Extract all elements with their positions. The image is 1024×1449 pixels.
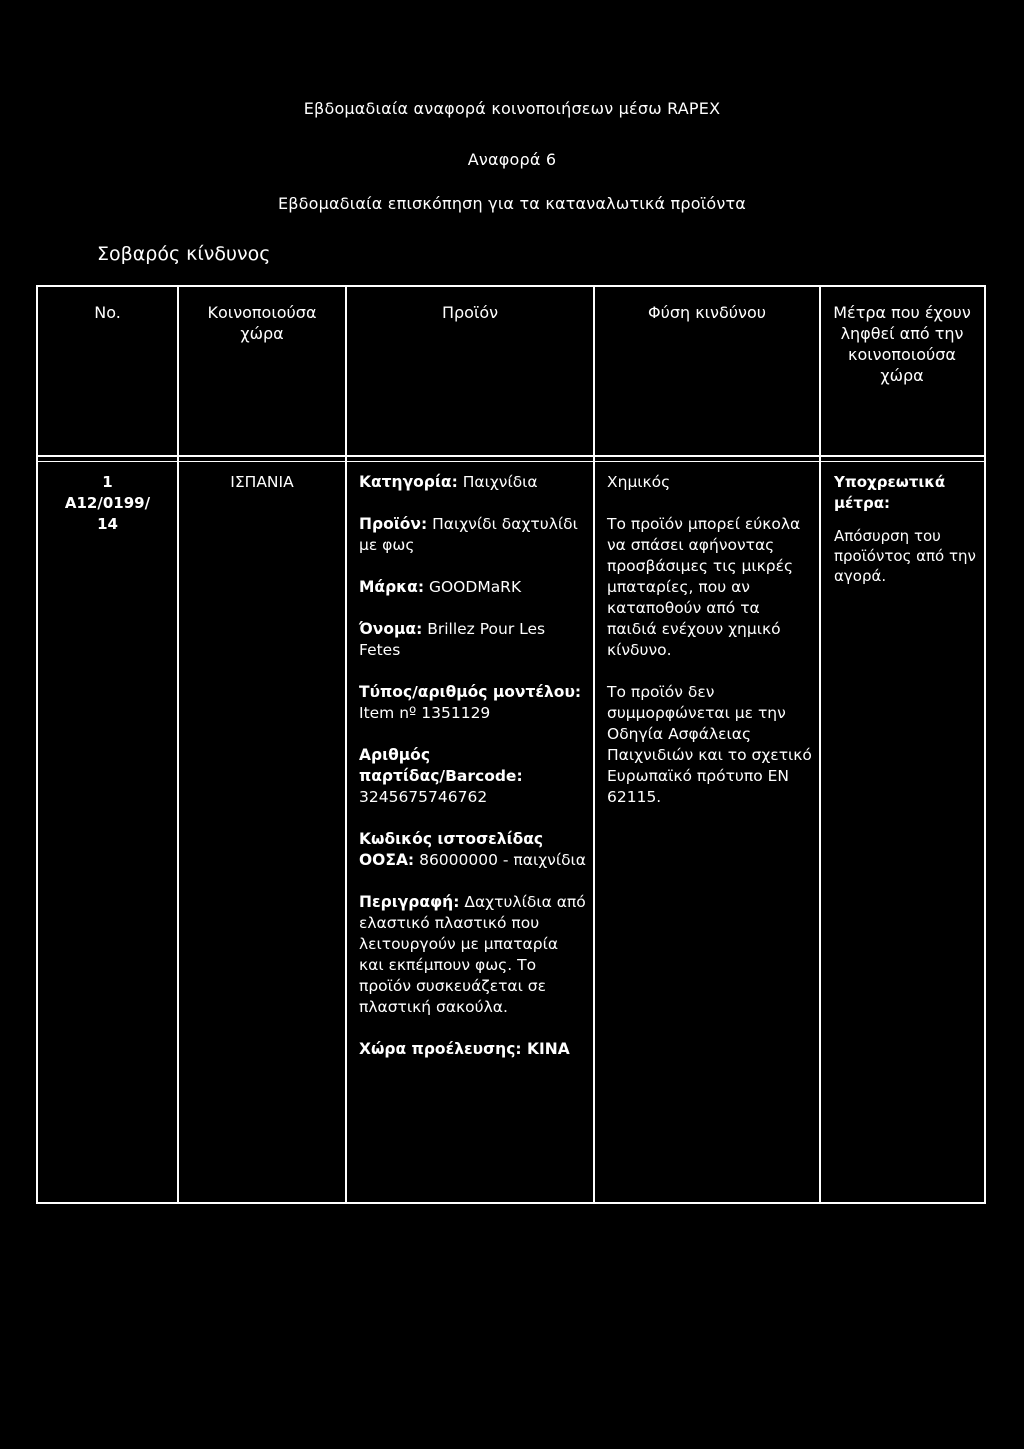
product-origin [359,1039,587,1060]
batch-label: Αριθμός παρτίδας/Barcode: [359,746,523,785]
product-batch [359,745,587,808]
measures-details [834,472,980,586]
column-header-measures: Μέτρα που έχουν ληφθεί από την κοινοποιούσα χώρα [833,303,971,385]
category-label: Κατηγορία: [359,473,458,491]
risk-type: Χημικός [607,473,671,491]
table-border-right [984,285,986,1204]
report-subtitle: Εβδομαδιαία επισκόπηση για τα καταναλωτικά προϊόντα [277,194,747,213]
product-model [359,682,587,724]
notification-number-line-1: 1 [102,473,113,491]
notifying-country: ΙΣΠΑΝΙΑ [230,473,294,491]
oecd-label: Κωδικός ιστοσελίδας ΟΟΣΑ: [359,830,544,869]
product-category [359,472,587,493]
oecd-value: 86000000 - παιχνίδια [419,851,587,869]
category-value: Παιχνίδια [462,473,538,491]
product-trade-name [359,619,587,661]
description-label: Περιγραφή: [359,893,460,911]
notification-number [38,472,177,535]
product-oecd-code [359,829,587,871]
risk-compliance: Το προϊόν δεν συμμορφώνεται με την Οδηγία Ασφάλειας Παιχνιδιών και το σχετικό Ευρωπαϊκό πρότυπο EN 62115. [607,683,812,806]
column-header-no: No. [94,303,121,322]
risk-description: Το προϊόν μπορεί εύκολα να σπάσει αφήνοντας προσβάσιμες τις μικρές μπαταρίες, που αν καταποθούν από τα παιδιά ενέχουν χημικό κίνδυνο. [607,515,801,659]
brand-value: GOODMaRK [428,578,522,596]
report-number: Αναφορά 6 [467,150,557,169]
report-title: Εβδομαδιαία αναφορά κοινοποιήσεων μέσω RAPEX [303,99,721,118]
product-name [359,514,587,556]
column-divider-2 [345,285,347,1204]
origin-value: ΚΙΝΑ [527,1040,570,1058]
product-label: Προϊόν: [359,515,428,533]
column-divider-3 [593,285,595,1204]
measures-text: Απόσυρση του προϊόντος από την αγορά. [834,527,976,585]
model-label: Τύπος/αριθμός μοντέλου: [359,683,582,701]
column-header-country: Κοινοποιούσα χώρα [207,303,317,343]
product-brand [359,577,587,598]
notification-number-line-3: 14 [97,515,118,533]
measures-label: Υποχρεωτικά μέτρα: [834,473,946,512]
product-description [359,892,587,1018]
column-header-risk: Φύση κινδύνου [647,303,767,322]
name-label: Όνομα: [359,620,423,638]
notification-number-line-2: A12/0199/ [64,494,151,512]
column-header-product: Προϊόν [441,303,499,322]
severity-heading: Σοβαρός κίνδυνος [97,243,271,265]
origin-label: Χώρα προέλευσης: [359,1040,522,1058]
name-value: Brillez Pour Les Fetes [359,620,546,659]
model-value: Item nº 1351129 [359,704,491,722]
table-border-left [36,285,38,1204]
column-divider-1 [177,285,179,1204]
batch-value: 3245675746762 [359,788,488,806]
brand-label: Μάρκα: [359,578,425,596]
risk-details [607,472,813,808]
description-value: Δαχτυλίδια από ελαστικό πλαστικό που λειτουργούν με μπαταρία και εκπέμπουν φως. Το προϊόν συσκευάζεται σε πλαστική σακούλα. [359,893,586,1016]
product-value: Παιχνίδι δαχτυλίδι με φως [359,515,578,554]
product-details [359,472,587,1060]
column-divider-4 [819,285,821,1204]
